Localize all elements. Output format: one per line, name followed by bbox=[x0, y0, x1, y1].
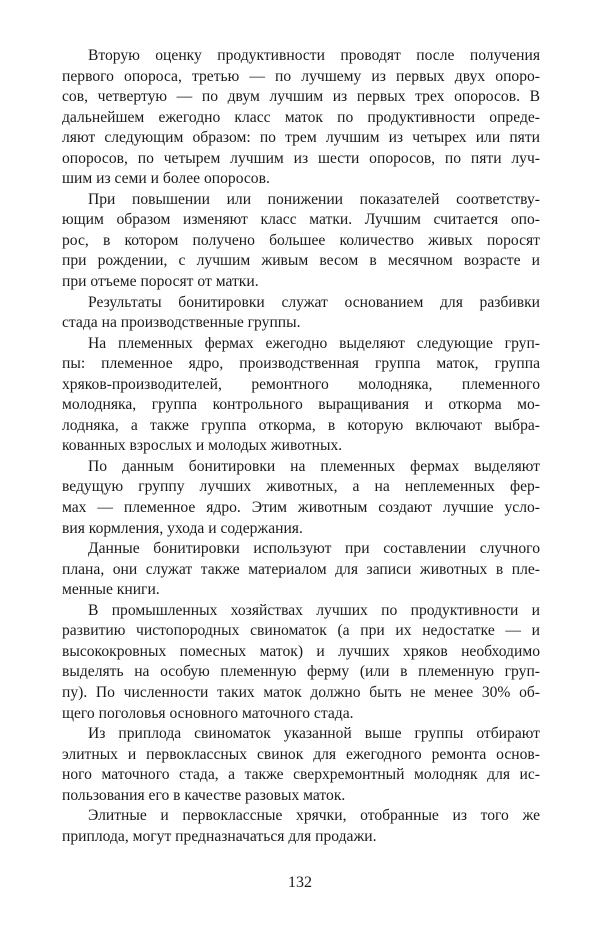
text-line: Вторую оценку продуктивности проводят после получения bbox=[88, 47, 540, 64]
text-line: дальнейшем ежегодно класс маток по продуктивности опреде- bbox=[62, 108, 540, 126]
paragraph bbox=[62, 457, 540, 539]
text-line: На племенных фермах ежегодно выделяют следующие груп- bbox=[88, 334, 540, 352]
text-line: плана, они служат также материалом для записи животных в пле- bbox=[62, 560, 540, 578]
text-line: При повышении или понижении показателей соответству- bbox=[88, 190, 540, 208]
text-line: лодняка, а также группа откорма, в которую включают выбра- bbox=[62, 416, 540, 434]
paragraph bbox=[62, 46, 540, 190]
text-line: стада на производственные группы. bbox=[62, 314, 301, 332]
paragraph bbox=[62, 334, 540, 457]
text-line: элитных и первоклассных свинок для ежегодного ремонта основ- bbox=[62, 745, 540, 763]
text-line: мах — племенное ядро. Этим животным создают лучшие усло- bbox=[62, 499, 540, 517]
text-line: ющим образом изменяют класс матки. Лучшим считается опо- bbox=[62, 211, 540, 229]
text-line: По данным бонитировки на племенных фермах выделяют bbox=[88, 457, 540, 475]
text-line: Из приплода свиноматок указанной выше группы отбирают bbox=[88, 725, 540, 743]
text-line: выделять на особую племенную ферму (или в племенную груп- bbox=[62, 663, 540, 681]
text-line: высококровных помесных маток) и лучших хряков необходимо bbox=[62, 642, 540, 660]
text-line: молодняка, группа контрольного выращивания и откорма мо- bbox=[62, 396, 540, 414]
text-line: В промышленных хозяйствах лучших по продуктивности и bbox=[88, 601, 540, 619]
page-number: 132 bbox=[288, 874, 312, 891]
text-line: пу). По численности таких маток должно быть не менее 30% об- bbox=[62, 683, 540, 701]
text-line: Результаты бонитировки служат основанием для разбивки bbox=[88, 293, 540, 311]
text-line: рос, в котором получено большее количество живых поросят bbox=[62, 231, 540, 249]
text-line: щего поголовья основного маточного стада. bbox=[62, 704, 354, 722]
text-line: первого опороса, третью — по лучшему из первых двух опоро- bbox=[62, 67, 540, 85]
text-line: кованных взрослых и молодых животных. bbox=[62, 437, 343, 455]
text-line: ведущую группу лучших животных, а на неплеменных фер- bbox=[62, 478, 540, 496]
text-line: Элитные и первоклассные хрячки, отобранные из того же bbox=[88, 807, 540, 825]
text-line: пользования его в качестве разовых маток. bbox=[62, 786, 346, 804]
text-line: шим из семи и более опоросов. bbox=[62, 170, 270, 188]
paragraph bbox=[62, 601, 540, 724]
text-line: вия кормления, ухода и содержания. bbox=[62, 519, 303, 537]
text-line: при рождении, с лучшим живым весом в месячном возрасте и bbox=[62, 252, 540, 270]
paragraph bbox=[62, 539, 540, 601]
paragraph bbox=[62, 293, 540, 334]
text-line: при отъеме поросят от матки. bbox=[62, 273, 259, 291]
body-text bbox=[62, 46, 540, 847]
text-line: развитию чистопородных свиноматок (а при их недостатке — и bbox=[62, 622, 540, 640]
text-line: хряков-производителей, ремонтного молодняка, племенного bbox=[62, 375, 540, 393]
text-line: опоросов, по четырем лучшим из шести опоросов, по пяти луч- bbox=[62, 149, 540, 167]
paragraph bbox=[62, 806, 540, 847]
text-line: Данные бонитировки используют при составлении случного bbox=[88, 540, 540, 558]
paragraph bbox=[62, 190, 540, 293]
text-line: пы: племенное ядро, производственная группа маток, группа bbox=[62, 355, 540, 373]
text-line: приплода, могут предназначаться для продажи. bbox=[62, 827, 377, 845]
paragraph bbox=[62, 724, 540, 806]
text-line: сов, четвертую — по двум лучшим из первых трех опоросов. В bbox=[62, 88, 540, 106]
text-line: ного маточного стада, а также сверхремонтный молодняк для ис- bbox=[62, 766, 540, 784]
text-line: менные книги. bbox=[62, 581, 160, 599]
text-line: ляют следующим образом: по трем лучшим из четырех или пяти bbox=[62, 129, 540, 147]
